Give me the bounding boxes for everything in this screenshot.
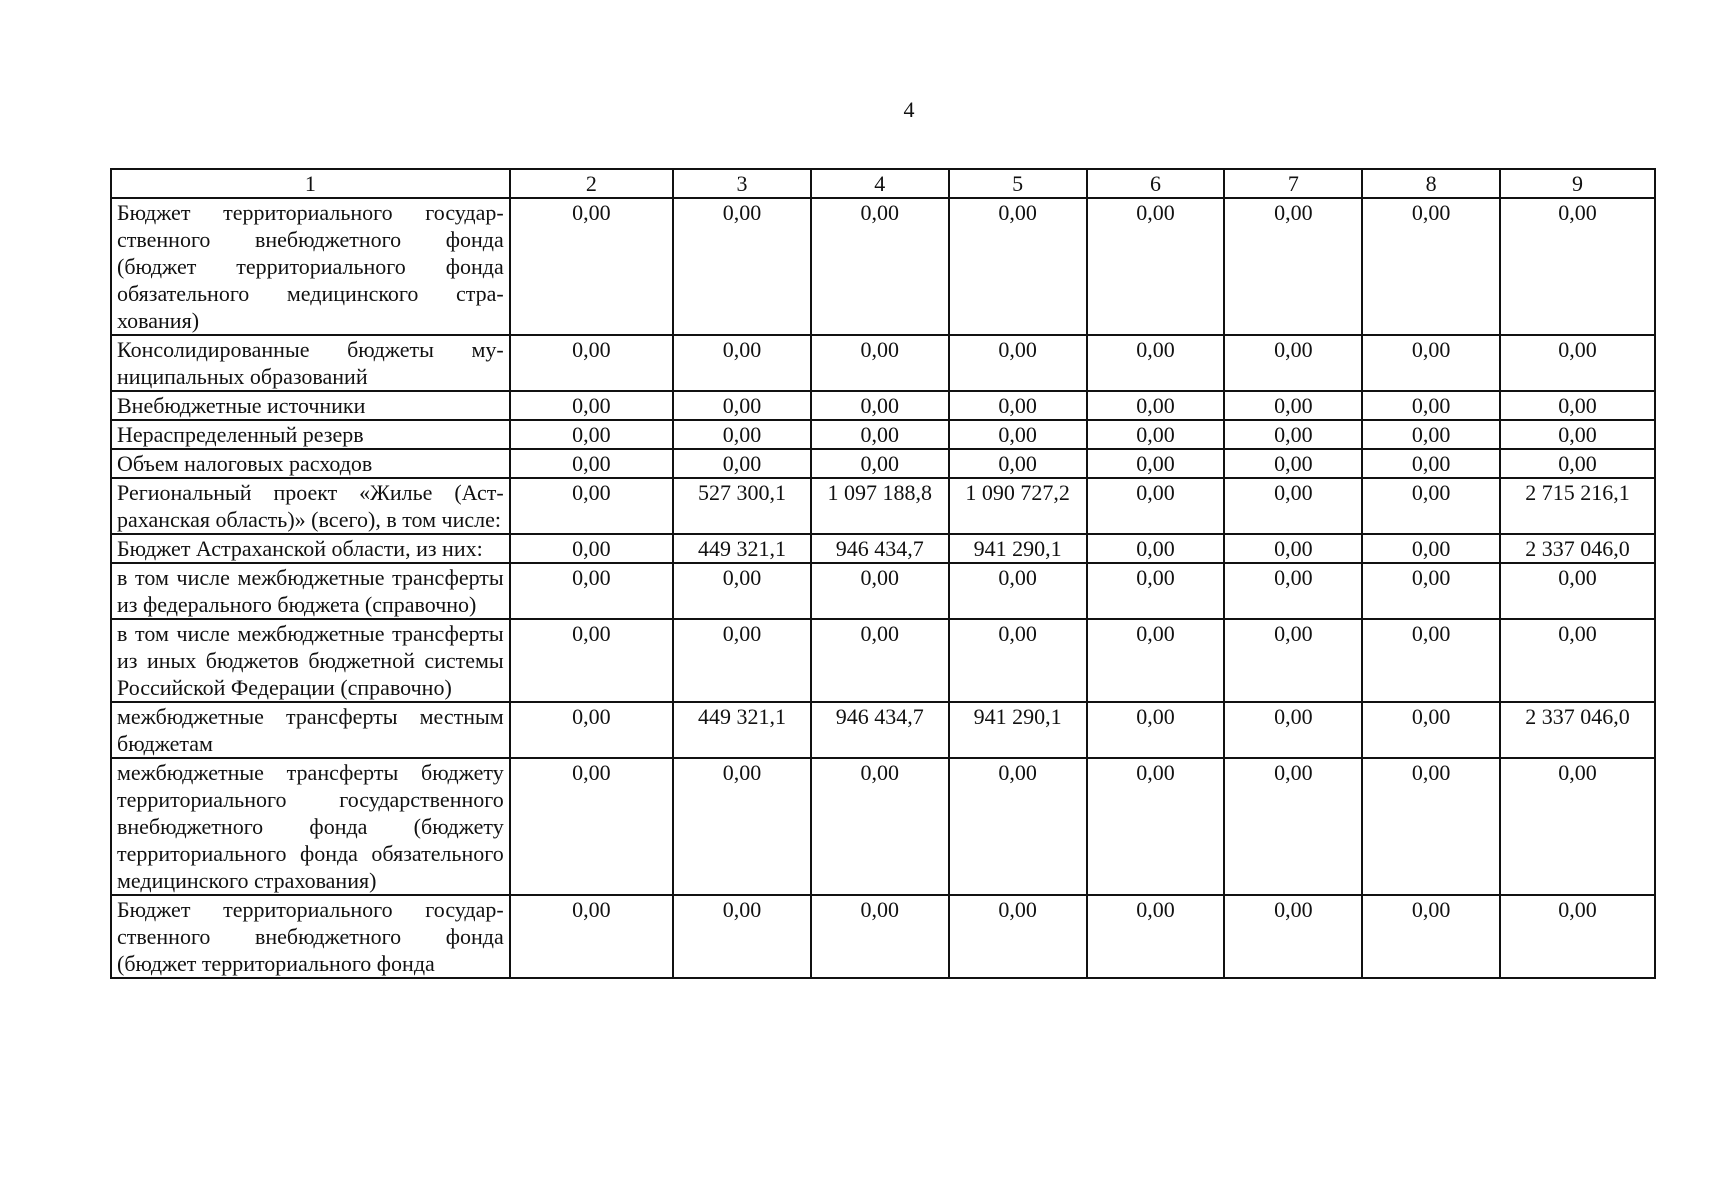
cell-value: 0,00 bbox=[673, 335, 811, 391]
cell-value: 0,00 bbox=[1224, 758, 1362, 895]
row-label: Консолидированные бюджеты муниципальных образований bbox=[111, 335, 510, 391]
cell-value: 0,00 bbox=[949, 335, 1087, 391]
cell-value: 0,00 bbox=[1224, 619, 1362, 702]
cell-value: 0,00 bbox=[673, 758, 811, 895]
cell-value: 2 337 046,0 bbox=[1500, 534, 1655, 563]
cell-value: 0,00 bbox=[510, 563, 673, 619]
row-label: в том числе межбюджетные трансферты из иных бюджетов бюджетной системы Российской Федерации (справочно) bbox=[111, 619, 510, 702]
row-label: Региональный проект «Жилье (Астраханская область)» (всего), в том числе: bbox=[111, 478, 510, 534]
row-label: Бюджет Астраханской области, из них: bbox=[111, 534, 510, 563]
cell-value: 1 097 188,8 bbox=[811, 478, 949, 534]
cell-value: 0,00 bbox=[1224, 702, 1362, 758]
cell-value: 0,00 bbox=[510, 449, 673, 478]
cell-value: 449 321,1 bbox=[673, 534, 811, 563]
cell-value: 0,00 bbox=[1224, 335, 1362, 391]
column-header: 4 bbox=[811, 169, 949, 198]
cell-value: 0,00 bbox=[1224, 563, 1362, 619]
cell-value: 0,00 bbox=[1362, 758, 1500, 895]
cell-value: 0,00 bbox=[949, 563, 1087, 619]
page-number: 4 bbox=[903, 97, 915, 122]
cell-value: 0,00 bbox=[1500, 198, 1655, 335]
cell-value: 0,00 bbox=[1500, 335, 1655, 391]
table-row bbox=[111, 335, 1655, 391]
cell-value: 946 434,7 bbox=[811, 534, 949, 563]
cell-value: 0,00 bbox=[510, 702, 673, 758]
column-header: 1 bbox=[111, 169, 510, 198]
cell-value: 0,00 bbox=[1087, 534, 1225, 563]
cell-value: 449 321,1 bbox=[673, 702, 811, 758]
cell-value: 0,00 bbox=[1087, 619, 1225, 702]
cell-value: 0,00 bbox=[1087, 335, 1225, 391]
cell-value: 0,00 bbox=[1087, 198, 1225, 335]
cell-value: 0,00 bbox=[673, 895, 811, 978]
cell-value: 0,00 bbox=[1362, 198, 1500, 335]
cell-value: 0,00 bbox=[1362, 702, 1500, 758]
cell-value: 0,00 bbox=[1362, 420, 1500, 449]
cell-value: 2 337 046,0 bbox=[1500, 702, 1655, 758]
cell-value: 0,00 bbox=[673, 619, 811, 702]
table-row bbox=[111, 758, 1655, 895]
cell-value: 0,00 bbox=[1500, 449, 1655, 478]
cell-value: 0,00 bbox=[1224, 420, 1362, 449]
cell-value: 0,00 bbox=[1087, 391, 1225, 420]
cell-value: 0,00 bbox=[1362, 335, 1500, 391]
column-header: 2 bbox=[510, 169, 673, 198]
cell-value: 0,00 bbox=[949, 619, 1087, 702]
cell-value: 0,00 bbox=[673, 563, 811, 619]
cell-value: 0,00 bbox=[1087, 420, 1225, 449]
cell-value: 0,00 bbox=[811, 198, 949, 335]
cell-value: 527 300,1 bbox=[673, 478, 811, 534]
cell-value: 0,00 bbox=[1362, 478, 1500, 534]
cell-value: 0,00 bbox=[510, 478, 673, 534]
cell-value: 946 434,7 bbox=[811, 702, 949, 758]
table-row bbox=[111, 895, 1655, 978]
cell-value: 0,00 bbox=[1362, 895, 1500, 978]
cell-value: 0,00 bbox=[673, 420, 811, 449]
column-header: 6 bbox=[1087, 169, 1225, 198]
row-label: межбюджетные трансферты бюджету территориального государственного внебюджетного фонда (бюджету территориального фонда обязательного медицинского страхования) bbox=[111, 758, 510, 895]
cell-value: 0,00 bbox=[1087, 449, 1225, 478]
row-label: Объем налоговых расходов bbox=[111, 449, 510, 478]
row-label: в том числе межбюджетные трансферты из федерального бюджета (справочно) bbox=[111, 563, 510, 619]
cell-value: 0,00 bbox=[949, 198, 1087, 335]
column-header: 3 bbox=[673, 169, 811, 198]
table-row bbox=[111, 534, 1655, 563]
row-label: Нераспределенный резерв bbox=[111, 420, 510, 449]
cell-value: 0,00 bbox=[510, 335, 673, 391]
cell-value: 0,00 bbox=[1087, 758, 1225, 895]
cell-value: 0,00 bbox=[510, 619, 673, 702]
cell-value: 0,00 bbox=[673, 391, 811, 420]
table-row bbox=[111, 478, 1655, 534]
table-row bbox=[111, 619, 1655, 702]
cell-value: 0,00 bbox=[510, 534, 673, 563]
cell-value: 0,00 bbox=[1224, 895, 1362, 978]
cell-value: 0,00 bbox=[811, 619, 949, 702]
cell-value: 0,00 bbox=[1500, 420, 1655, 449]
table-row bbox=[111, 391, 1655, 420]
cell-value: 0,00 bbox=[510, 391, 673, 420]
cell-value: 0,00 bbox=[949, 758, 1087, 895]
row-label: Бюджет территориального государственного внебюджетного фонда (бюджет территориального фонда bbox=[111, 895, 510, 978]
cell-value: 0,00 bbox=[1500, 563, 1655, 619]
table-row bbox=[111, 420, 1655, 449]
cell-value: 2 715 216,1 bbox=[1500, 478, 1655, 534]
cell-value: 0,00 bbox=[811, 335, 949, 391]
cell-value: 0,00 bbox=[1500, 619, 1655, 702]
column-header: 7 bbox=[1224, 169, 1362, 198]
cell-value: 0,00 bbox=[510, 758, 673, 895]
cell-value: 0,00 bbox=[1224, 478, 1362, 534]
cell-value: 0,00 bbox=[949, 895, 1087, 978]
cell-value: 0,00 bbox=[811, 563, 949, 619]
cell-value: 0,00 bbox=[510, 420, 673, 449]
cell-value: 0,00 bbox=[1087, 478, 1225, 534]
cell-value: 0,00 bbox=[1224, 534, 1362, 563]
row-label: Внебюджетные источники bbox=[111, 391, 510, 420]
cell-value: 0,00 bbox=[811, 758, 949, 895]
column-header: 8 bbox=[1362, 169, 1500, 198]
cell-value: 0,00 bbox=[811, 449, 949, 478]
cell-value: 0,00 bbox=[510, 895, 673, 978]
cell-value: 941 290,1 bbox=[949, 534, 1087, 563]
row-label: межбюджетные трансферты местным бюджетам bbox=[111, 702, 510, 758]
table-header-row bbox=[111, 169, 1655, 198]
table-row bbox=[111, 563, 1655, 619]
cell-value: 0,00 bbox=[1224, 198, 1362, 335]
cell-value: 0,00 bbox=[1224, 391, 1362, 420]
cell-value: 0,00 bbox=[811, 895, 949, 978]
table-row bbox=[111, 198, 1655, 335]
cell-value: 0,00 bbox=[1362, 449, 1500, 478]
cell-value: 0,00 bbox=[1224, 449, 1362, 478]
cell-value: 0,00 bbox=[949, 449, 1087, 478]
cell-value: 0,00 bbox=[1500, 391, 1655, 420]
cell-value: 0,00 bbox=[811, 391, 949, 420]
table-row bbox=[111, 702, 1655, 758]
cell-value: 0,00 bbox=[1500, 895, 1655, 978]
cell-value: 0,00 bbox=[673, 449, 811, 478]
cell-value: 0,00 bbox=[1087, 895, 1225, 978]
cell-value: 0,00 bbox=[1087, 702, 1225, 758]
cell-value: 0,00 bbox=[1362, 563, 1500, 619]
budget-table bbox=[110, 168, 1656, 979]
column-header: 9 bbox=[1500, 169, 1655, 198]
cell-value: 0,00 bbox=[949, 420, 1087, 449]
cell-value: 0,00 bbox=[510, 198, 673, 335]
table-row bbox=[111, 449, 1655, 478]
cell-value: 0,00 bbox=[1362, 391, 1500, 420]
cell-value: 0,00 bbox=[1500, 758, 1655, 895]
cell-value: 0,00 bbox=[1362, 534, 1500, 563]
cell-value: 0,00 bbox=[949, 391, 1087, 420]
cell-value: 0,00 bbox=[1087, 563, 1225, 619]
cell-value: 0,00 bbox=[673, 198, 811, 335]
row-label: Бюджет территориального государственного внебюджетного фонда (бюджет территориального фонда обязательного медицинского страхования) bbox=[111, 198, 510, 335]
cell-value: 1 090 727,2 bbox=[949, 478, 1087, 534]
column-header: 5 bbox=[949, 169, 1087, 198]
cell-value: 941 290,1 bbox=[949, 702, 1087, 758]
cell-value: 0,00 bbox=[1362, 619, 1500, 702]
cell-value: 0,00 bbox=[811, 420, 949, 449]
